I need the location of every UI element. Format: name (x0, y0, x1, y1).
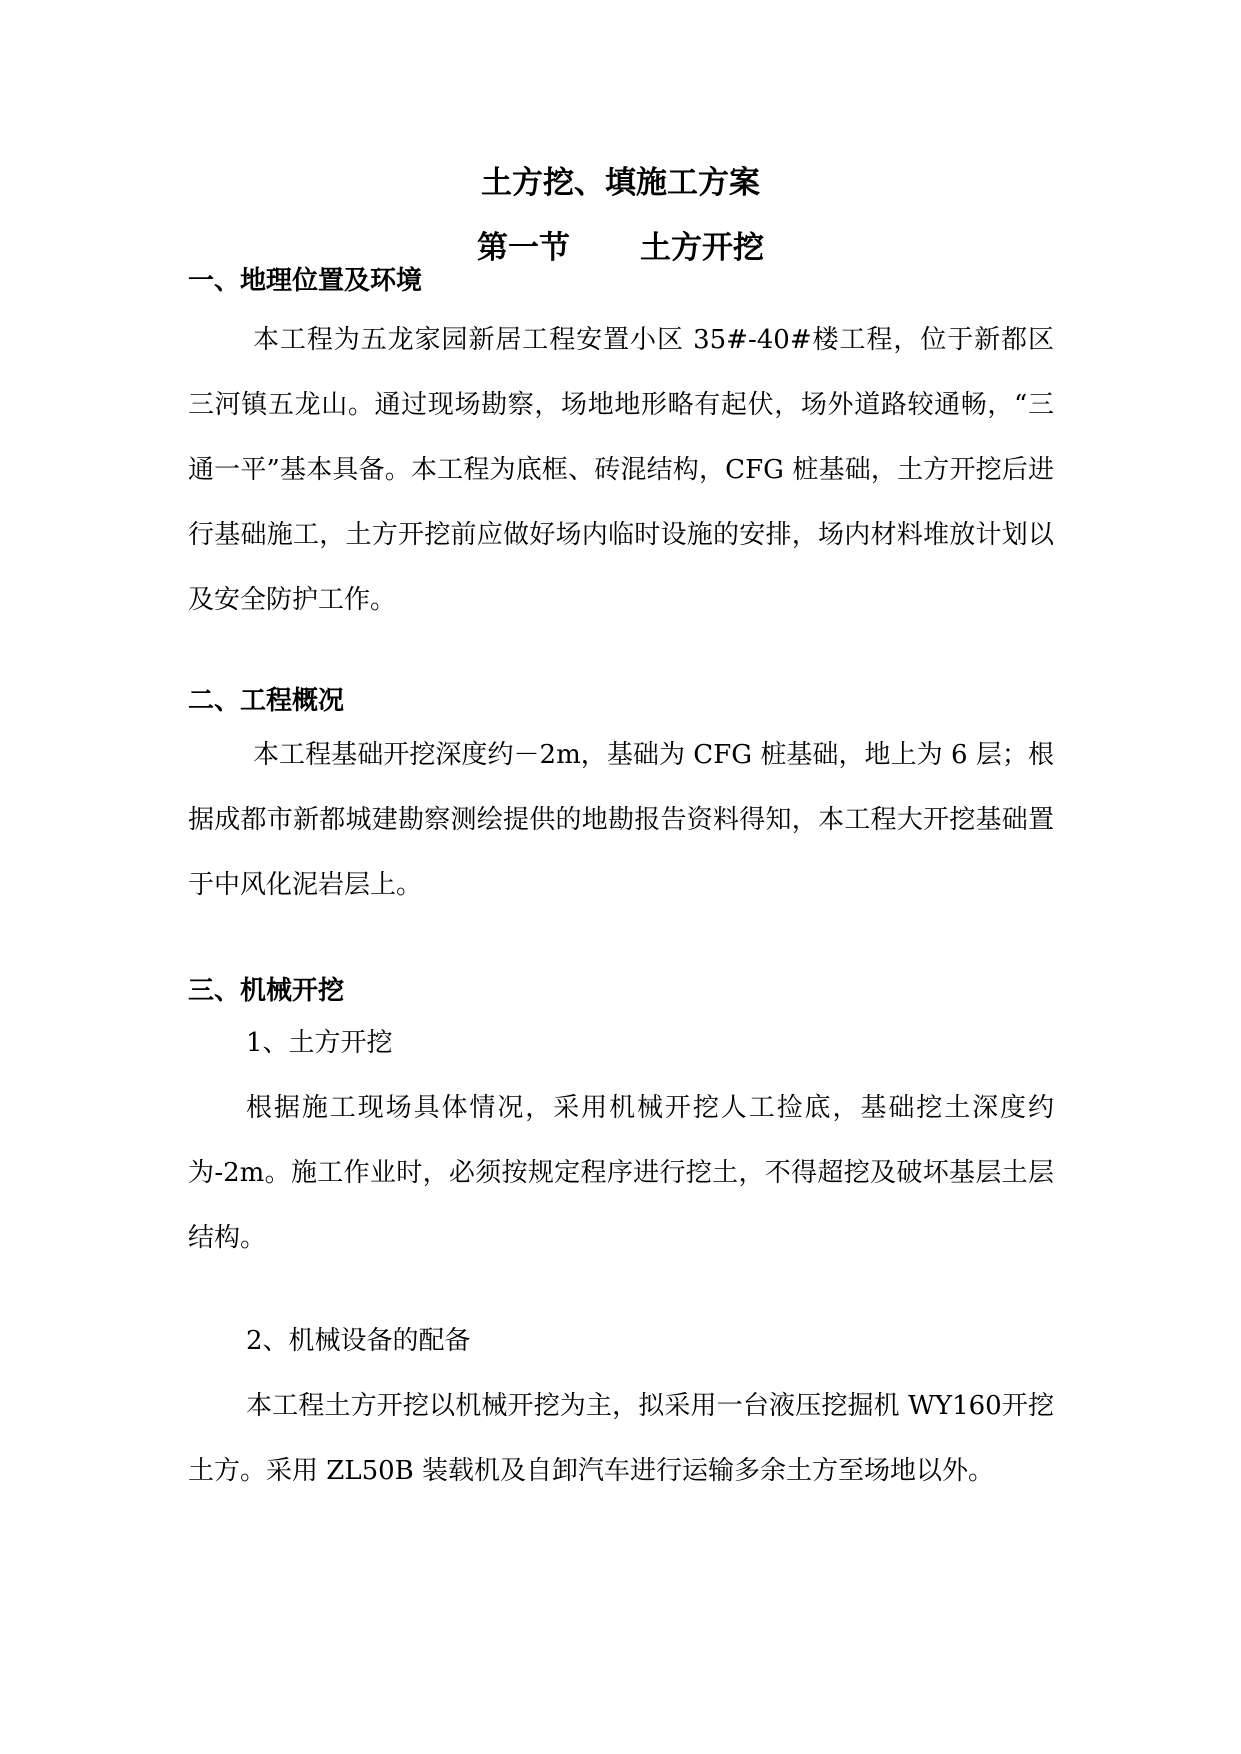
subheading-excavation: 1、土方开挖 (246, 1028, 393, 1058)
paragraph-excavation: 根据施工现场具体情况，采用机械开挖人工捡底，基础挖土深度约为-2m。施工作业时，必须按规定程序进行挖土，不得超挖及破坏基层土层结构。 (188, 1093, 1054, 1253)
section-name: 土方开挖 (640, 230, 764, 266)
section-title (0, 228, 1241, 268)
document-title: 土方挖、填施工方案 (481, 165, 760, 201)
paragraph-location: 本工程为五龙家园新居工程安置小区 35#-40#楼工程，位于新都区三河镇五龙山。通过现场勘察，场地地形略有起伏，场外道路较通畅，“三通一平”基本具备。本工程为底框、砖混结构，CFG 桩基础，土方开挖后进行基础施工，土方开挖前应做好场内临时设施的安排，场内材料堆放计划以及安全防护工作。 (188, 325, 1054, 615)
subheading-equipment: 2、机械设备的配备 (246, 1326, 471, 1356)
section-number: 第一节 (477, 230, 570, 266)
heading-mechanical: 三、机械开挖 (188, 976, 345, 1006)
heading-location: 一、地理位置及环境 (188, 266, 423, 296)
paragraph-equipment: 本工程土方开挖以机械开挖为主，拟采用一台液压挖掘机 WY160开挖土方。采用 ZL50B 装载机及自卸汽车进行运输多余土方至场地以外。 (188, 1391, 1054, 1486)
heading-overview: 二、工程概况 (188, 686, 345, 716)
paragraph-overview: 本工程基础开挖深度约－2m，基础为 CFG 桩基础，地上为 6 层；根据成都市新都城建勘察测绘提供的地勘报告资料得知，本工程大开挖基础置于中风化泥岩层上。 (188, 740, 1054, 900)
